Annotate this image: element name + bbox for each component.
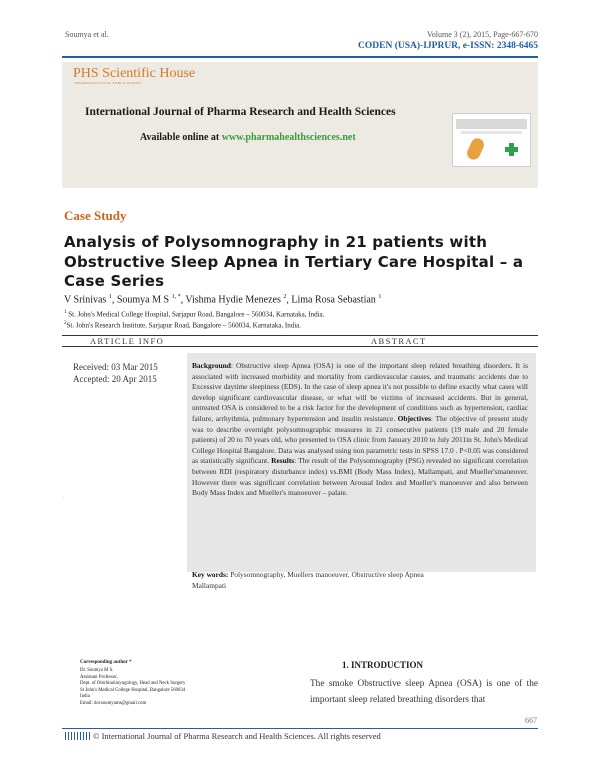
author-name: Lima Rosa Sebastian bbox=[291, 294, 376, 306]
background-label: Background bbox=[192, 361, 231, 370]
article-dates bbox=[73, 361, 158, 385]
publisher-tagline: PHARMACEUTICAL PUBLICATIONS bbox=[75, 81, 142, 85]
corresponding-author-title: Corresponding author * bbox=[80, 660, 132, 665]
corresponding-author-details bbox=[80, 668, 185, 707]
footer bbox=[65, 731, 381, 741]
introduction-text: The smoke Obstructive sleep Apnea (OSA) is one of the important sleep related breathing disorders that bbox=[310, 679, 538, 705]
objectives-label: Objectives bbox=[397, 413, 431, 423]
coden-issn: CODEN (USA)-IJPRUR, e-ISSN: 2348-6465 bbox=[358, 41, 538, 51]
affiliation-2 bbox=[64, 321, 301, 329]
abstract-body bbox=[192, 361, 528, 499]
objectives-text: : The objective of present study was to describe overnight polysomnographic measures in 21 consecutive patients (19 male and 20 female patients) of 20 to 70 years old, who presented to OSA clinic from January 2010 to July 2011in St. John's Medical College Hospital Bangalore. Data was analysed using non parametric tests in SPSS 17.0 . P<0.05 was considered as statistically significant. bbox=[192, 413, 528, 466]
cover-title-band bbox=[456, 119, 527, 129]
author-name: Vishma Hydie Menezes bbox=[185, 294, 281, 306]
introduction-heading: 1. INTRODUCTION bbox=[342, 660, 424, 670]
author-list: V Srinivas $^1$, Soumya M S $^{1, *}$, Vishma Hydie Menezes $^2$, Lima Rosa Sebastian $^1$ bbox=[64, 294, 382, 306]
corr-line: India bbox=[80, 694, 90, 699]
author-name: Soumya M S bbox=[116, 294, 170, 306]
keywords-line-2: Mallampati bbox=[192, 580, 227, 590]
page-number: 667 bbox=[525, 716, 537, 725]
keywords-label: Key words: bbox=[192, 570, 229, 579]
author-affil-sup: 1 bbox=[108, 294, 112, 300]
capsule-icon bbox=[465, 136, 486, 161]
corr-line: Assistant Professor, bbox=[80, 674, 118, 680]
available-online-prefix: Available online at bbox=[140, 132, 222, 143]
available-online bbox=[140, 132, 356, 143]
author-name: V Srinivas bbox=[64, 294, 107, 306]
stray-dot: . bbox=[63, 494, 65, 500]
keywords bbox=[192, 570, 532, 591]
running-header-volume: Volume 3 (2), 2015, Page-667-670 bbox=[427, 30, 538, 39]
medical-cross-icon bbox=[505, 143, 518, 156]
author-affil-sup: 1, * bbox=[171, 294, 181, 300]
publisher-logo: PHS Scientific House bbox=[73, 66, 196, 81]
abstract-label: ABSTRACT bbox=[371, 336, 427, 346]
corr-line: Dept. of Otorhinolaryngology, Head and Neck Surgery bbox=[80, 681, 186, 686]
affiliation-sup: 1 bbox=[64, 310, 67, 315]
journal-cover-icon bbox=[452, 113, 531, 167]
corr-email: Email: docsoumyams@gmail.com bbox=[80, 700, 147, 706]
corr-line: Dr. Soumya M S. bbox=[80, 668, 114, 673]
copyright-text: © International Journal of Pharma Research and Health Sciences. All rights reserved bbox=[93, 731, 381, 741]
running-header-authors: Soumya et al. bbox=[65, 30, 109, 39]
received-date: Received: 03 Mar 2015 bbox=[73, 362, 158, 372]
header-rule bbox=[62, 56, 538, 58]
author-affil-sup: 2 bbox=[283, 294, 287, 300]
affiliation-1 bbox=[64, 310, 324, 318]
background-text: : Obstructive sleep Apnea (OSA) is one of the important sleep related breathing disorders. It is associated with increased morbidity and mortality from cardiovascular causes, and traumatic accidents due to Excessive daytime sleepiness (EDS). In the case of sleep apnea it's not possible to define exactly what cases will develop significant cardiovascular disease, or what will be victims of increased accidents. But in general, untreated OSA is considered to be a risk factor for the development of conditions such as hypertension, cardiac failure, arrhythmia, pulmonary hypertension and insulin resistance. bbox=[192, 361, 528, 423]
footer-rule bbox=[62, 728, 538, 729]
affiliation-sup: 2 bbox=[64, 321, 67, 326]
accepted-date: Accepted: 20 Apr 2015 bbox=[73, 374, 157, 384]
cover-subtitle-band bbox=[461, 131, 522, 134]
article-info-label: ARTICLE INFO bbox=[90, 336, 165, 346]
keywords-line-1: Polysomnography, Muellers manoeuver, Obstructive sleep Apnea bbox=[228, 570, 424, 579]
article-title: Analysis of Polysomnography in 21 patients with Obstructive Sleep Apnea in Tertiary Care Hospital – a Case Series bbox=[64, 233, 524, 290]
affiliation-text: St. John's Research Institute, Sarjapur Road, Bangalore – 560034, Karnataka, India. bbox=[66, 321, 302, 330]
journal-url-link[interactable]: www.pharmahealthsciences.net bbox=[221, 132, 356, 143]
barcode-icon bbox=[65, 732, 91, 740]
results-text: : The result of the Polysomnography (PSG) revealed no significant correlation between RDI (respiratory disturbance index) vs.BMI (Body Mass Index), Mallampati, and Mueller'smaneuver. However there was significant correlation between Arousal Index and Mueller's manoeuver and also between Body Mass Index and Mueller's manoeuver – palate. bbox=[192, 456, 528, 498]
results-label: Results bbox=[271, 456, 295, 466]
affiliation-text: St. John's Medical College Hospital, Sarjapur Road, Bangalore – 560034, Karnataka, India. bbox=[68, 310, 325, 319]
author-affil-sup: 1 bbox=[378, 294, 382, 300]
journal-name: International Journal of Pharma Research and Health Sciences bbox=[85, 106, 396, 118]
article-type: Case Study bbox=[64, 208, 127, 223]
corr-line: St John's Medical College Hospital, Bangalore 560034 bbox=[80, 687, 186, 693]
